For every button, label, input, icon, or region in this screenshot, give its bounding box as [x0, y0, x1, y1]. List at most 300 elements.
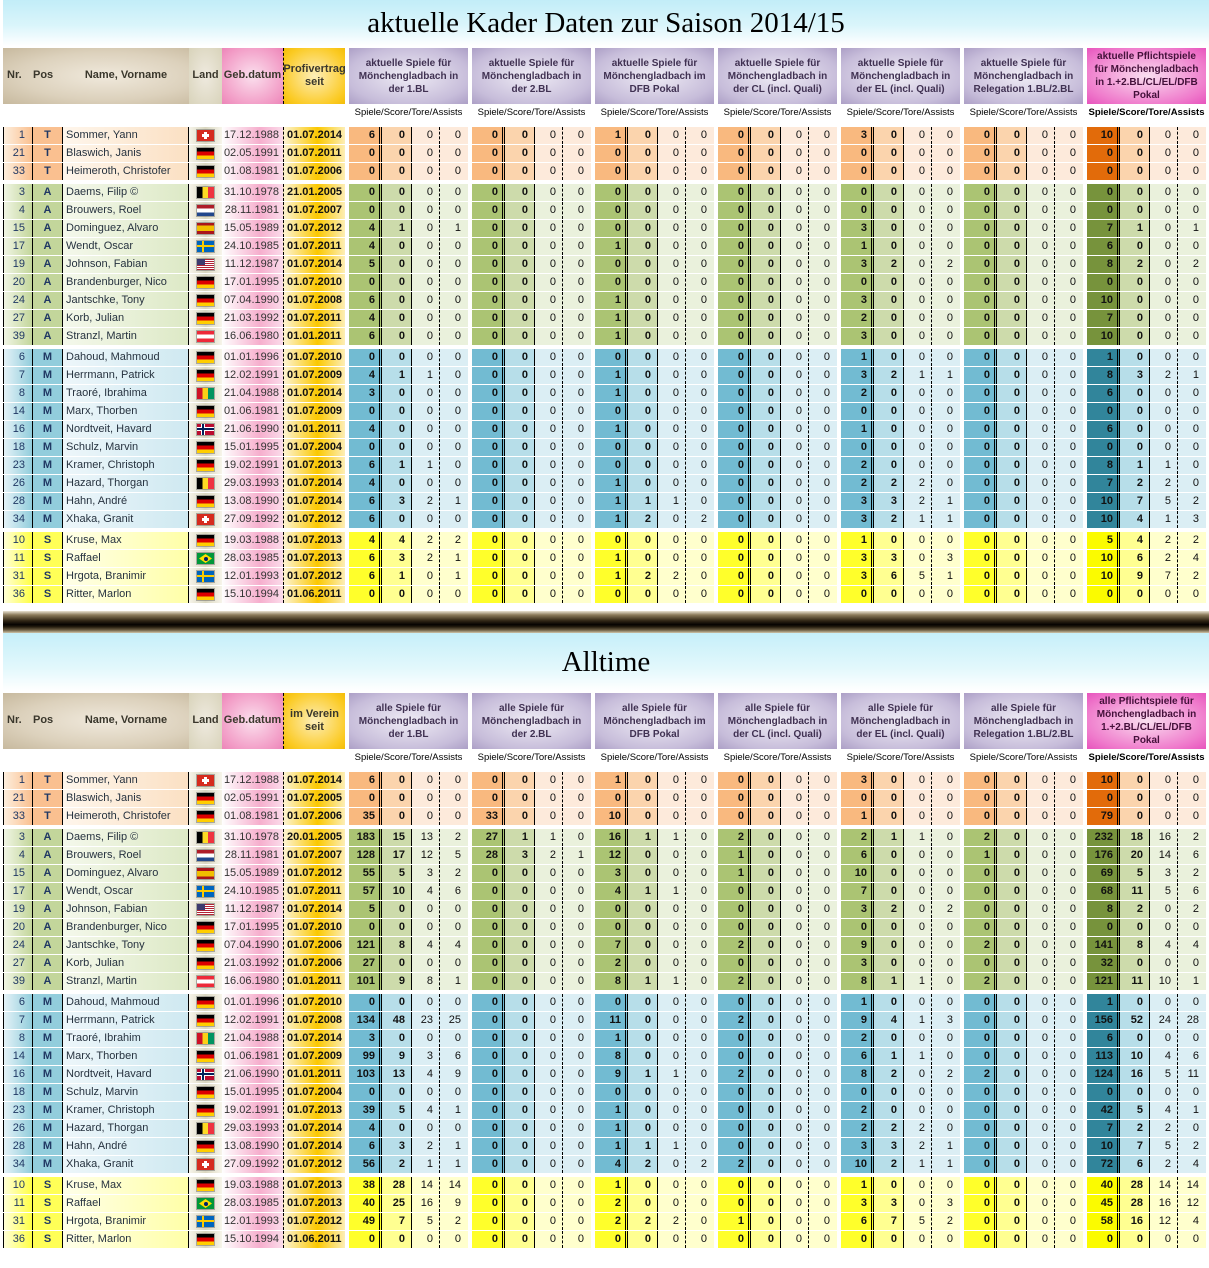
- stat-cell: 0: [1178, 127, 1206, 144]
- nr-cell: 4: [3, 202, 33, 219]
- stat-cell: 0: [904, 1066, 932, 1083]
- stat-cell: 0: [472, 1195, 505, 1212]
- land-cell: [189, 865, 222, 882]
- pos-cell: M: [33, 1066, 63, 1083]
- stat-group-cells: [841, 1177, 960, 1194]
- stat-cell: 0: [809, 1231, 837, 1248]
- stat-cell: 0: [505, 532, 535, 549]
- stat-cell: 0: [628, 1195, 658, 1212]
- stat-group-cells: [841, 901, 960, 918]
- flag-germany-icon: [197, 793, 214, 804]
- stat-cell: 0: [904, 790, 932, 807]
- stat-cell: 0: [809, 937, 837, 954]
- stat-group-cells: [472, 865, 591, 882]
- flag-germany-icon: [197, 958, 214, 969]
- stat-cell: 0: [751, 568, 781, 585]
- stat-cell: 0: [1027, 994, 1055, 1011]
- stat-cell: 0: [472, 883, 505, 900]
- pos-cell: S: [33, 1231, 63, 1248]
- stat-cell: 0: [1027, 256, 1055, 273]
- stat-cell: 0: [412, 808, 440, 825]
- land-cell: [189, 511, 222, 528]
- stat-cell: 0: [1178, 1231, 1206, 1248]
- stat-cell: 0: [1150, 1231, 1178, 1248]
- name-cell: Jantschke, Tony: [63, 292, 189, 309]
- stat-cell: 0: [997, 457, 1027, 474]
- seit-cell: 01.06.2011: [283, 586, 345, 603]
- stat-cell: 0: [505, 385, 535, 402]
- seit-cell: 01.07.2008: [283, 292, 345, 309]
- name-cell: Blaswich, Janis: [63, 145, 189, 162]
- stat-cell: 1: [841, 532, 874, 549]
- nr-cell: 36: [3, 586, 33, 603]
- stat-cell: 0: [1178, 238, 1206, 255]
- stat-group-cells: [964, 586, 1083, 603]
- stat-cell: 1: [505, 829, 535, 846]
- stat-cell: 0: [841, 439, 874, 456]
- geb-cell: 21.04.1988: [222, 1030, 283, 1047]
- stat-cell: 0: [658, 532, 686, 549]
- stat-cell: 2: [1120, 901, 1150, 918]
- stat-cell: 0: [505, 475, 535, 492]
- flag-germany-icon: [197, 166, 214, 177]
- stat-cell: 0: [1055, 1177, 1083, 1194]
- stat-cell: 0: [904, 1231, 932, 1248]
- flag-germany-icon: [197, 535, 214, 546]
- stat-group-cells: [349, 532, 468, 549]
- stat-cell: 0: [563, 790, 591, 807]
- stat-cell: 0: [1087, 184, 1120, 201]
- stat-cell: 6: [874, 568, 904, 585]
- stat-cell: 6: [349, 292, 382, 309]
- stat-cell: 0: [595, 919, 628, 936]
- stat-cell: 0: [1087, 202, 1120, 219]
- col-header-name: Name, Vorname: [84, 714, 168, 727]
- geb-cell: 13.08.1990: [222, 493, 283, 510]
- stat-group-cells: [1087, 421, 1206, 438]
- stat-cell: 0: [686, 145, 714, 162]
- stat-cell: 0: [628, 163, 658, 180]
- stat-cell: 4: [874, 1012, 904, 1029]
- stat-cell: 4: [1178, 550, 1206, 567]
- stat-cell: 0: [1055, 901, 1083, 918]
- stat-cell: 2: [1150, 367, 1178, 384]
- stat-cell: 0: [997, 511, 1027, 528]
- stat-group-cells: [718, 1177, 837, 1194]
- geb-cell: 15.05.1989: [222, 865, 283, 882]
- land-cell: [189, 1012, 222, 1029]
- stat-cell: 0: [904, 883, 932, 900]
- stat-cell: 2: [440, 1213, 468, 1230]
- stat-cell: 0: [686, 532, 714, 549]
- stat-cell: 1: [595, 292, 628, 309]
- stat-cell: 0: [412, 772, 440, 789]
- stat-group-cells: [718, 238, 837, 255]
- stat-cell: 0: [472, 1030, 505, 1047]
- col-header-nr: Nr.: [7, 69, 22, 82]
- land-cell: [189, 202, 222, 219]
- stat-group-cells: [718, 847, 837, 864]
- stat-group-cells: [349, 1138, 468, 1155]
- stat-cell: 0: [874, 403, 904, 420]
- stat-cell: 0: [563, 1120, 591, 1137]
- stat-cell: 0: [472, 220, 505, 237]
- flag-germany-icon: [197, 313, 214, 324]
- stat-cell: 1: [1150, 511, 1178, 528]
- stat-cell: 17: [382, 847, 412, 864]
- stat-cell: 0: [472, 1102, 505, 1119]
- stat-cell: 0: [964, 1156, 997, 1173]
- stat-group-cells: [472, 367, 591, 384]
- land-cell: [189, 883, 222, 900]
- nr-cell: 31: [3, 568, 33, 585]
- stat-cell: 0: [1150, 808, 1178, 825]
- stat-cell: 2: [628, 568, 658, 585]
- stat-cell: 0: [563, 829, 591, 846]
- stat-cell: 99: [349, 1048, 382, 1065]
- stat-cell: 0: [1055, 274, 1083, 291]
- stat-group-cells: [1087, 145, 1206, 162]
- stat-cell: 0: [1055, 790, 1083, 807]
- stat-cell: 0: [718, 1030, 751, 1047]
- stat-cell: 9: [440, 1066, 468, 1083]
- name-cell: Schulz, Marvin: [63, 439, 189, 456]
- nr-cell: 16: [3, 421, 33, 438]
- stat-cell: 0: [686, 1231, 714, 1248]
- stat-group-cells: [472, 532, 591, 549]
- stat-cell: 0: [505, 403, 535, 420]
- stat-cell: 0: [964, 256, 997, 273]
- stat-group-cells: [1087, 274, 1206, 291]
- stat-group-cells: [349, 274, 468, 291]
- stat-cell: 2: [841, 385, 874, 402]
- pos-cell: M: [33, 493, 63, 510]
- stat-cell: 0: [563, 457, 591, 474]
- stat-group-header: aktuelle Spiele für Mönchengladbach in der CL (incl. Quali): [718, 48, 837, 104]
- pos-cell: S: [33, 568, 63, 585]
- seit-cell: 01.07.2012: [283, 1156, 345, 1173]
- stat-group-cells: [964, 1138, 1083, 1155]
- pos-cell: M: [33, 367, 63, 384]
- stat-cell: 0: [751, 919, 781, 936]
- stat-cell: 0: [563, 1213, 591, 1230]
- stat-group-header: alle Spiele für Mönchengladbach in der 2.BL: [472, 693, 591, 749]
- name-cell: Dominguez, Alvaro: [63, 220, 189, 237]
- stat-cell: 0: [1150, 328, 1178, 345]
- stat-cell: 4: [412, 883, 440, 900]
- stat-cell: 0: [809, 1012, 837, 1029]
- stat-cell: 0: [781, 1084, 809, 1101]
- stat-cell: 2: [964, 829, 997, 846]
- seit-cell: 01.07.2006: [283, 163, 345, 180]
- stat-cell: 0: [964, 310, 997, 327]
- stat-group-cells: [349, 145, 468, 162]
- stat-cell: 5: [349, 901, 382, 918]
- stat-cell: 0: [904, 238, 932, 255]
- stat-cell: 2: [1120, 256, 1150, 273]
- stat-cell: 1: [874, 829, 904, 846]
- stat-cell: 0: [472, 955, 505, 972]
- stat-cell: 0: [809, 1102, 837, 1119]
- stat-cell: 0: [472, 256, 505, 273]
- stat-cell: 3: [874, 1195, 904, 1212]
- table-row: [3, 1213, 1209, 1230]
- seit-cell: 01.07.2013: [283, 1177, 345, 1194]
- stat-group-cells: [595, 1213, 714, 1230]
- stat-group-cells: [349, 421, 468, 438]
- stat-cell: 0: [628, 220, 658, 237]
- stat-cell: 0: [1055, 1138, 1083, 1155]
- stat-cell: 0: [904, 772, 932, 789]
- stat-cell: 0: [505, 367, 535, 384]
- stat-cell: 0: [809, 457, 837, 474]
- stat-group-cells: [472, 994, 591, 1011]
- pos-cell: M: [33, 1102, 63, 1119]
- stat-cell: 2: [932, 1213, 960, 1230]
- stat-cell: 0: [563, 292, 591, 309]
- stat-cell: 27: [349, 955, 382, 972]
- stat-cell: 0: [932, 184, 960, 201]
- name-cell: Kramer, Christoph: [63, 457, 189, 474]
- stat-group-cells: [349, 568, 468, 585]
- stat-group-cells: [964, 901, 1083, 918]
- stat-cell: 0: [1087, 145, 1120, 162]
- stat-cell: 2: [904, 1120, 932, 1137]
- stat-cell: 8: [1120, 937, 1150, 954]
- stat-group-cells: [472, 292, 591, 309]
- stat-group-cells: [472, 349, 591, 366]
- stat-group-cells: [718, 328, 837, 345]
- seit-cell: 01.07.2010: [283, 349, 345, 366]
- stat-cell: 0: [505, 511, 535, 528]
- stat-cell: 0: [686, 421, 714, 438]
- stat-cell: 0: [382, 901, 412, 918]
- stat-cell: 0: [563, 202, 591, 219]
- stat-cell: 2: [1150, 1120, 1178, 1137]
- nr-cell: 23: [3, 1102, 33, 1119]
- stat-cell: 1: [595, 367, 628, 384]
- stat-group-cells: [595, 1012, 714, 1029]
- stat-cell: 0: [809, 238, 837, 255]
- stat-cell: 1: [595, 1120, 628, 1137]
- stat-group-cells: [472, 1177, 591, 1194]
- stat-cell: 0: [535, 367, 563, 384]
- stat-cell: 0: [1027, 1231, 1055, 1248]
- stat-cell: 0: [535, 1213, 563, 1230]
- stat-cell: 0: [718, 238, 751, 255]
- stat-cell: 3: [841, 256, 874, 273]
- stat-cell: 0: [1055, 532, 1083, 549]
- land-cell: [189, 994, 222, 1011]
- stat-cell: 6: [841, 847, 874, 864]
- stat-group-cells: [595, 550, 714, 567]
- stat-cell: 0: [1055, 937, 1083, 954]
- stat-cell: 0: [904, 955, 932, 972]
- land-cell: [189, 292, 222, 309]
- stat-cell: 0: [1178, 385, 1206, 402]
- stat-cell: 0: [440, 1120, 468, 1137]
- stat-cell: 0: [964, 385, 997, 402]
- stat-cell: 0: [472, 184, 505, 201]
- stat-cell: 1: [412, 367, 440, 384]
- nr-cell: 26: [3, 1120, 33, 1137]
- nr-cell: 23: [3, 457, 33, 474]
- flag-austria-icon: [197, 331, 214, 342]
- stat-group-cells: [964, 145, 1083, 162]
- stat-cell: 0: [874, 184, 904, 201]
- stat-cell: 0: [1027, 163, 1055, 180]
- table-row: [3, 127, 1209, 144]
- stat-cell: 0: [751, 1138, 781, 1155]
- stat-cell: 0: [1027, 202, 1055, 219]
- stat-group-cells: [472, 1048, 591, 1065]
- stat-cell: 0: [658, 901, 686, 918]
- nr-cell: 20: [3, 919, 33, 936]
- stat-group-cells: [718, 865, 837, 882]
- stat-cell: 0: [505, 937, 535, 954]
- flag-germany-icon: [197, 922, 214, 933]
- stat-cell: 0: [382, 586, 412, 603]
- stat-cell: 10: [1120, 1048, 1150, 1065]
- stat-cell: 0: [964, 1177, 997, 1194]
- stat-cell: 0: [1055, 1066, 1083, 1083]
- stat-group-cells: [472, 568, 591, 585]
- stat-cell: 0: [382, 238, 412, 255]
- stat-group-cells: [841, 1138, 960, 1155]
- stat-cell: 4: [1178, 1213, 1206, 1230]
- stat-cell: 0: [781, 127, 809, 144]
- stat-cell: 0: [1055, 1048, 1083, 1065]
- stat-cell: 1: [1178, 973, 1206, 990]
- geb-cell: 21.06.1990: [222, 421, 283, 438]
- pos-cell: A: [33, 973, 63, 990]
- stat-cell: 0: [751, 367, 781, 384]
- stat-cell: 0: [563, 328, 591, 345]
- stat-group-cells: [841, 883, 960, 900]
- stat-group-cells: [964, 292, 1083, 309]
- nr-cell: 31: [3, 1213, 33, 1230]
- stat-cell: 0: [932, 1231, 960, 1248]
- stat-cell: 0: [628, 184, 658, 201]
- stat-cell: 1: [932, 1156, 960, 1173]
- stat-cell: 2: [628, 1156, 658, 1173]
- stat-group-header: alle Spiele für Mönchengladbach im DFB Pokal: [595, 693, 714, 749]
- stat-cell: 0: [932, 1084, 960, 1101]
- stat-group: [964, 48, 1083, 122]
- stat-cell: 7: [1087, 475, 1120, 492]
- stat-cell: 0: [781, 1066, 809, 1083]
- stat-cell: 2: [964, 1066, 997, 1083]
- stat-group-cells: [841, 1120, 960, 1137]
- stat-cell: 0: [658, 772, 686, 789]
- stat-cell: 0: [904, 292, 932, 309]
- pos-cell: A: [33, 829, 63, 846]
- pos-cell: A: [33, 955, 63, 972]
- stat-cell: 0: [535, 1012, 563, 1029]
- stat-cell: 0: [932, 475, 960, 492]
- stat-cell: 0: [997, 1012, 1027, 1029]
- stat-cell: 0: [751, 847, 781, 864]
- stat-cell: 0: [563, 919, 591, 936]
- stat-group-cells: [1087, 808, 1206, 825]
- stat-cell: 0: [1027, 883, 1055, 900]
- stat-cell: 0: [904, 220, 932, 237]
- stat-group-cells: [349, 1102, 468, 1119]
- stat-group-header: alle Spiele für Mönchengladbach in der 1.BL: [349, 693, 468, 749]
- stat-cell: 0: [964, 1084, 997, 1101]
- stat-cell: 4: [349, 475, 382, 492]
- stat-group-cells: [964, 202, 1083, 219]
- stat-cell: 0: [964, 184, 997, 201]
- stat-cell: 0: [1087, 274, 1120, 291]
- stat-cell: 0: [1150, 994, 1178, 1011]
- table-row: [3, 1030, 1209, 1047]
- stat-cell: 45: [1087, 1195, 1120, 1212]
- stat-cell: 72: [1087, 1156, 1120, 1173]
- stat-cell: 39: [349, 1102, 382, 1119]
- table-body: [3, 772, 1209, 1248]
- pos-cell: M: [33, 1120, 63, 1137]
- stat-cell: 0: [472, 772, 505, 789]
- nr-cell: 14: [3, 403, 33, 420]
- stat-cell: 0: [1178, 202, 1206, 219]
- stat-group-cells: [841, 328, 960, 345]
- stat-cell: 24: [1150, 1012, 1178, 1029]
- pos-cell: A: [33, 937, 63, 954]
- stat-cell: 5: [349, 256, 382, 273]
- stat-cell: 0: [686, 220, 714, 237]
- stat-cell: 0: [563, 1138, 591, 1155]
- land-cell: [189, 550, 222, 567]
- stat-cell: 1: [440, 550, 468, 567]
- stat-cell: 3: [841, 292, 874, 309]
- stat-cell: 6: [440, 883, 468, 900]
- stat-cell: 0: [1055, 586, 1083, 603]
- pos-cell: M: [33, 457, 63, 474]
- stat-cell: 0: [505, 1048, 535, 1065]
- stat-cell: 0: [964, 568, 997, 585]
- stat-group-cells: [349, 1213, 468, 1230]
- stat-cell: 0: [382, 919, 412, 936]
- stat-cell: 0: [658, 256, 686, 273]
- stat-group-cells: [595, 937, 714, 954]
- stat-cell: 0: [686, 586, 714, 603]
- stat-cell: 0: [997, 955, 1027, 972]
- stat-group-cells: [349, 829, 468, 846]
- stat-cell: 0: [781, 493, 809, 510]
- stat-cell: 3: [841, 493, 874, 510]
- stat-cell: 0: [349, 586, 382, 603]
- stat-cell: 0: [1055, 310, 1083, 327]
- stat-cell: 3: [595, 865, 628, 882]
- stat-group-cells: [964, 475, 1083, 492]
- stat-cell: 0: [505, 220, 535, 237]
- stat-cell: 0: [1027, 238, 1055, 255]
- stat-cell: 0: [997, 919, 1027, 936]
- stat-group-cells: [349, 1048, 468, 1065]
- flag-sweden-icon: [197, 886, 214, 897]
- stat-group-cells: [718, 145, 837, 162]
- stat-group-cells: [1087, 790, 1206, 807]
- stat-group-cells: [349, 385, 468, 402]
- stat-cell: 0: [718, 994, 751, 1011]
- stat-cell: 0: [781, 1102, 809, 1119]
- name-cell: Heimeroth, Christofer: [63, 808, 189, 825]
- stat-cell: 0: [1055, 1195, 1083, 1212]
- stat-cell: 0: [781, 163, 809, 180]
- stat-cell: 0: [997, 163, 1027, 180]
- stat-cell: 0: [781, 994, 809, 1011]
